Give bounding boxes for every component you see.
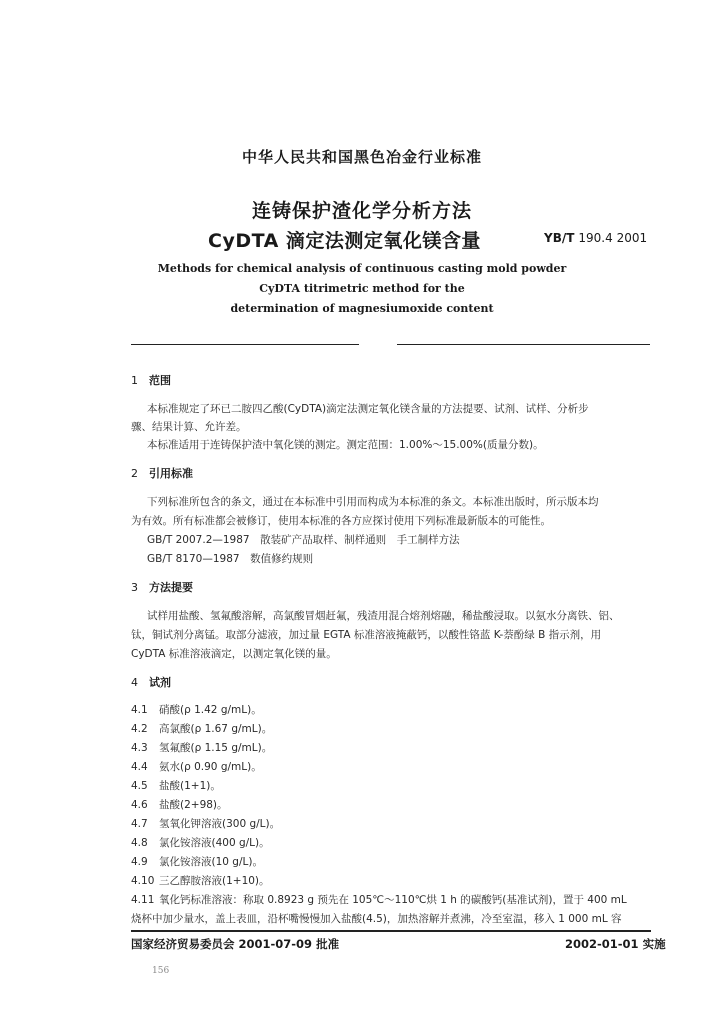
- reagent-4-11-line2: 烧杯中加少量水，盖上表皿，沿杯嘴慢慢加入盐酸(4.5)，加热溶解并煮沸，冷至室温，移入 1 000 mL 容: [131, 913, 622, 925]
- list-item: 4.10 三乙醇胺溶液(1+10)。: [131, 875, 270, 887]
- document-title-cn-line1: 连铸保护渣化学分析方法: [251, 200, 472, 222]
- standard-prefix: YB/T: [544, 231, 575, 245]
- references-intro-line1: 下列标准所包含的条文，通过在本标准中引用而构成为本标准的条文。本标准出版时，所示版本均: [147, 496, 599, 508]
- standard-number: [544, 231, 647, 245]
- method-summary-line1: 试样用盐酸、氢氟酸溶解，高氯酸冒烟赶氟，残渣用混合熔剂熔融，稀盐酸浸取。以氨水分离铁、铝、: [147, 610, 620, 622]
- list-item: 4.3 氢氟酸(ρ 1.15 g/mL)。: [131, 742, 273, 754]
- section-heading-method-summary: 3 方法提要: [131, 581, 193, 594]
- reagent-4-11-line1: 4.11 氧化钙标准溶液：称取 0.8923 g 预先在 105℃～110℃烘 1 h 的碳酸钙(基准试剂)，置于 400 mL: [131, 894, 627, 906]
- reference-gbt-2007: GB/T 2007.2—1987 散装矿产品取样、制样通则 手工制样方法: [147, 534, 460, 546]
- header-divider-left: [131, 344, 359, 345]
- section-heading-reagents: 4 试剂: [131, 676, 171, 689]
- page-number: 156: [152, 966, 170, 976]
- scope-paragraph-line2: 骤、结果计算、允许差。: [131, 421, 247, 433]
- list-item: 4.2 高氯酸(ρ 1.67 g/mL)。: [131, 723, 273, 735]
- document-title-cn-line2: CyDTA 滴定法测定氧化镁含量: [208, 230, 481, 252]
- english-title-line1: Methods for chemical analysis of continuous casting mold powder: [157, 262, 567, 275]
- list-item: 4.7 氢氧化钾溶液(300 g/L)。: [131, 818, 281, 830]
- list-item: 4.9 氯化铵溶液(10 g/L)。: [131, 856, 263, 868]
- references-intro-line2: 为有效。所有标准都会被修订，使用本标准的各方应探讨使用下列标准最新版本的可能性。: [131, 515, 551, 527]
- approval-date: 国家经济贸易委员会 2001-07-09 批准: [131, 937, 340, 951]
- method-summary-line2: 钛，铜试剂分离锰。取部分滤液，加过量 EGTA 标准溶液掩蔽钙，以酸性铬蓝 K-萘酚绿 B 指示剂，用: [131, 629, 602, 641]
- implementation-date: 2002-01-01 实施: [565, 937, 666, 951]
- reference-gbt-8170: GB/T 8170—1987 数值修约规则: [147, 553, 314, 565]
- standard-number-value: 190.4 2001: [578, 231, 648, 245]
- list-item: 4.8 氯化铵溶液(400 g/L)。: [131, 837, 270, 849]
- list-item: 4.5 盐酸(1+1)。: [131, 780, 221, 792]
- header-divider-right: [397, 344, 650, 345]
- issuing-organization: 中华人民共和国黑色冶金行业标准: [241, 148, 482, 166]
- list-item: 4.1 硝酸(ρ 1.42 g/mL)。: [131, 704, 262, 716]
- list-item: 4.4 氨水(ρ 0.90 g/mL)。: [131, 761, 262, 773]
- footer-divider: [131, 930, 651, 932]
- list-item: 4.6 盐酸(2+98)。: [131, 799, 228, 811]
- section-heading-scope: 1 范围: [131, 374, 171, 387]
- method-summary-line3: CyDTA 标准溶液滴定，以测定氧化镁的量。: [131, 648, 337, 660]
- scope-paragraph-line1: 本标准规定了环已二胺四乙酸(CyDTA)滴定法测定氧化镁含量的方法提要、试剂、试样、分析步: [147, 403, 589, 415]
- scope-paragraph-2: 本标准适用于连铸保护渣中氧化镁的测定。测定范围：1.00%～15.00%(质量分数)。: [147, 439, 544, 451]
- section-heading-references: 2 引用标准: [131, 467, 193, 480]
- english-title-line3: determination of magnesiumoxide content: [230, 302, 494, 315]
- english-title-line2: CyDTA titrimetric method for the: [259, 282, 465, 295]
